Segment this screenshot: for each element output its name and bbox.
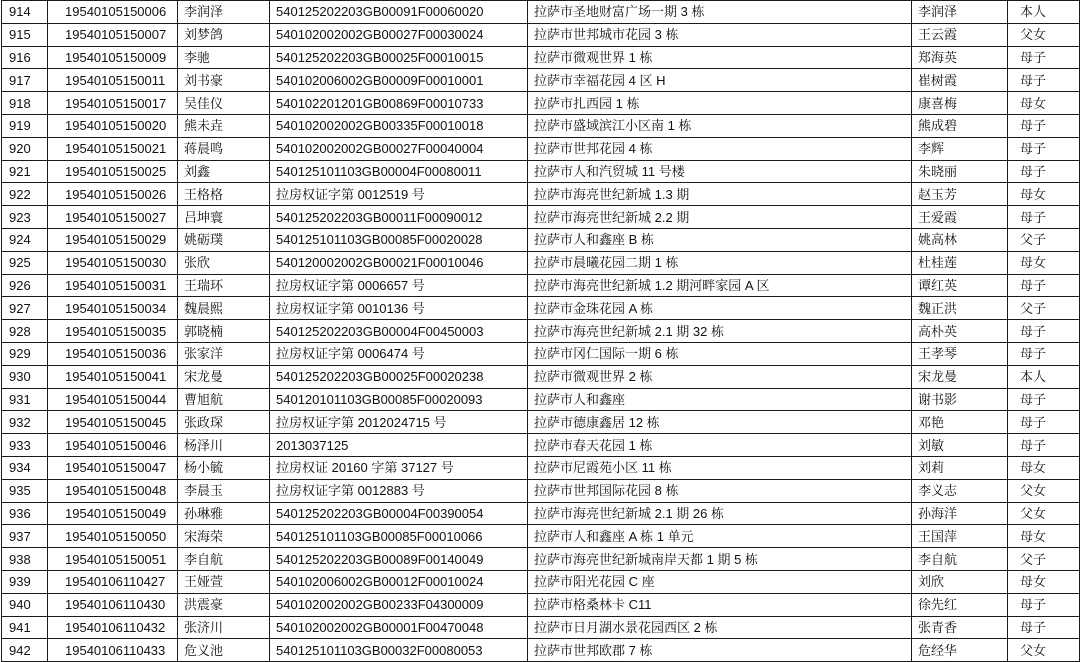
address-cell: 拉萨市人和汽贸城 11 号楼 <box>528 160 912 183</box>
table-row <box>2 228 1080 251</box>
student-id-cell: 19540105150020 <box>48 114 178 137</box>
row-number-cell: 934 <box>2 456 48 479</box>
table-row <box>2 525 1080 548</box>
relationship-cell: 母子 <box>1008 388 1080 411</box>
relationship-cell: 母子 <box>1008 411 1080 434</box>
student-name-cell: 熊未垚 <box>178 114 270 137</box>
property-cert-cell: 2013037125 <box>270 434 528 457</box>
table-row <box>2 434 1080 457</box>
row-number-cell: 942 <box>2 639 48 662</box>
table-row <box>2 456 1080 479</box>
student-name-cell: 张欣 <box>178 251 270 274</box>
table-row <box>2 570 1080 593</box>
relationship-cell: 母女 <box>1008 183 1080 206</box>
owner-name-cell: 谭红英 <box>912 274 1008 297</box>
owner-name-cell: 高朴英 <box>912 320 1008 343</box>
row-number-cell: 939 <box>2 570 48 593</box>
student-name-cell: 王娅萱 <box>178 570 270 593</box>
student-id-cell: 19540106110430 <box>48 593 178 616</box>
table-row <box>2 342 1080 365</box>
address-cell: 拉萨市尼霞苑小区 11 栋 <box>528 456 912 479</box>
student-id-cell: 19540105150045 <box>48 411 178 434</box>
student-name-cell: 郭晓楠 <box>178 320 270 343</box>
student-name-cell: 姚砺璞 <box>178 228 270 251</box>
address-cell: 拉萨市阳光花园 C 座 <box>528 570 912 593</box>
relationship-cell: 父女 <box>1008 23 1080 46</box>
student-id-cell: 19540105150007 <box>48 23 178 46</box>
address-cell: 拉萨市德康鑫居 12 栋 <box>528 411 912 434</box>
address-cell: 拉萨市晨曦花园二期 1 栋 <box>528 251 912 274</box>
table-row <box>2 206 1080 229</box>
owner-name-cell: 姚高林 <box>912 228 1008 251</box>
table-row <box>2 365 1080 388</box>
row-number-cell: 935 <box>2 479 48 502</box>
table-row <box>2 274 1080 297</box>
relationship-cell: 母子 <box>1008 320 1080 343</box>
owner-name-cell: 王国萍 <box>912 525 1008 548</box>
owner-name-cell: 刘敏 <box>912 434 1008 457</box>
owner-name-cell: 刘欣 <box>912 570 1008 593</box>
student-name-cell: 曹旭航 <box>178 388 270 411</box>
relationship-cell: 母子 <box>1008 114 1080 137</box>
property-cert-cell: 540125101103GB00085F00020028 <box>270 228 528 251</box>
address-cell: 拉萨市格桑林卡 C11 <box>528 593 912 616</box>
property-cert-cell: 540125202203GB00025F00020238 <box>270 365 528 388</box>
relationship-cell: 父子 <box>1008 297 1080 320</box>
property-cert-cell: 拉房权证字第 0012519 号 <box>270 183 528 206</box>
student-name-cell: 王瑞环 <box>178 274 270 297</box>
property-cert-cell: 540120101103GB00085F00020093 <box>270 388 528 411</box>
row-number-cell: 930 <box>2 365 48 388</box>
relationship-cell: 母子 <box>1008 206 1080 229</box>
student-name-cell: 李晨玉 <box>178 479 270 502</box>
owner-name-cell: 魏正洪 <box>912 297 1008 320</box>
row-number-cell: 928 <box>2 320 48 343</box>
property-cert-cell: 540125101103GB00085F00010066 <box>270 525 528 548</box>
address-cell: 拉萨市春天花园 1 栋 <box>528 434 912 457</box>
address-cell: 拉萨市人和鑫座 <box>528 388 912 411</box>
relationship-cell: 母女 <box>1008 570 1080 593</box>
table-row <box>2 388 1080 411</box>
student-name-cell: 宋龙曼 <box>178 365 270 388</box>
owner-name-cell: 李自航 <box>912 548 1008 571</box>
address-cell: 拉萨市金珠花园 A 栋 <box>528 297 912 320</box>
student-id-cell: 19540105150046 <box>48 434 178 457</box>
relationship-cell: 本人 <box>1008 1 1080 24</box>
row-number-cell: 919 <box>2 114 48 137</box>
student-id-cell: 19540105150027 <box>48 206 178 229</box>
owner-name-cell: 杜桂莲 <box>912 251 1008 274</box>
relationship-cell: 母女 <box>1008 525 1080 548</box>
address-cell: 拉萨市海亮世纪新城 1.3 期 <box>528 183 912 206</box>
address-cell: 拉萨市海亮世纪新城 2.2 期 <box>528 206 912 229</box>
address-cell: 拉萨市微观世界 1 栋 <box>528 46 912 69</box>
property-cert-cell: 540120002002GB00021F00010046 <box>270 251 528 274</box>
student-id-cell: 19540105150049 <box>48 502 178 525</box>
property-cert-cell: 540102002002GB00027F00040004 <box>270 137 528 160</box>
row-number-cell: 937 <box>2 525 48 548</box>
relationship-cell: 母子 <box>1008 160 1080 183</box>
student-id-cell: 19540105150036 <box>48 342 178 365</box>
address-cell: 拉萨市日月湖水景花园西区 2 栋 <box>528 616 912 639</box>
row-number-cell: 924 <box>2 228 48 251</box>
owner-name-cell: 熊成碧 <box>912 114 1008 137</box>
owner-name-cell: 李辉 <box>912 137 1008 160</box>
table-row <box>2 92 1080 115</box>
student-id-cell: 19540105150025 <box>48 160 178 183</box>
row-number-cell: 931 <box>2 388 48 411</box>
property-cert-cell: 拉房权证字第 0006474 号 <box>270 342 528 365</box>
student-name-cell: 张家洋 <box>178 342 270 365</box>
property-cert-cell: 540125202203GB00025F00010015 <box>270 46 528 69</box>
student-name-cell: 杨泽川 <box>178 434 270 457</box>
student-id-cell: 19540105150035 <box>48 320 178 343</box>
student-id-cell: 19540105150030 <box>48 251 178 274</box>
table-row <box>2 183 1080 206</box>
student-name-cell: 刘鑫 <box>178 160 270 183</box>
table-row <box>2 137 1080 160</box>
table-row <box>2 593 1080 616</box>
relationship-cell: 母子 <box>1008 137 1080 160</box>
student-id-cell: 19540105150011 <box>48 69 178 92</box>
student-name-cell: 洪震豪 <box>178 593 270 616</box>
owner-name-cell: 郑海英 <box>912 46 1008 69</box>
student-id-cell: 19540105150029 <box>48 228 178 251</box>
owner-name-cell: 徐先红 <box>912 593 1008 616</box>
student-id-cell: 19540106110432 <box>48 616 178 639</box>
address-cell: 拉萨市圣地财富广场一期 3 栋 <box>528 1 912 24</box>
relationship-cell: 母子 <box>1008 593 1080 616</box>
property-cert-cell: 540125202203GB00011F00090012 <box>270 206 528 229</box>
address-cell: 拉萨市盛域滨江小区南 1 栋 <box>528 114 912 137</box>
student-id-cell: 19540105150021 <box>48 137 178 160</box>
row-number-cell: 922 <box>2 183 48 206</box>
student-name-cell: 吕坤寰 <box>178 206 270 229</box>
student-name-cell: 刘梦鸽 <box>178 23 270 46</box>
property-cert-cell: 540125101103GB00032F00080053 <box>270 639 528 662</box>
property-cert-cell: 540102002002GB00335F00010018 <box>270 114 528 137</box>
student-id-cell: 19540106110427 <box>48 570 178 593</box>
table-row <box>2 297 1080 320</box>
relationship-cell: 母子 <box>1008 46 1080 69</box>
address-cell: 拉萨市海亮世纪新城 1.2 期河畔家园 A 区 <box>528 274 912 297</box>
property-cert-cell: 540125202203GB00089F00140049 <box>270 548 528 571</box>
table-row <box>2 639 1080 662</box>
table-row <box>2 160 1080 183</box>
row-number-cell: 920 <box>2 137 48 160</box>
address-cell: 拉萨市微观世界 2 栋 <box>528 365 912 388</box>
property-cert-cell: 拉房权证字第 0010136 号 <box>270 297 528 320</box>
student-id-cell: 19540105150034 <box>48 297 178 320</box>
student-id-cell: 19540105150017 <box>48 92 178 115</box>
owner-name-cell: 赵玉芳 <box>912 183 1008 206</box>
student-id-cell: 19540105150041 <box>48 365 178 388</box>
property-cert-cell: 540102006002GB00012F00010024 <box>270 570 528 593</box>
student-id-cell: 19540105150050 <box>48 525 178 548</box>
table-row <box>2 502 1080 525</box>
table-row <box>2 616 1080 639</box>
table-row <box>2 114 1080 137</box>
property-cert-cell: 540102002002GB00027F00030024 <box>270 23 528 46</box>
relationship-cell: 父子 <box>1008 228 1080 251</box>
owner-name-cell: 王孝琴 <box>912 342 1008 365</box>
owner-name-cell: 王云霞 <box>912 23 1008 46</box>
table-row <box>2 1 1080 24</box>
table-row <box>2 479 1080 502</box>
address-cell: 拉萨市冈仁国际一期 6 栋 <box>528 342 912 365</box>
property-cert-cell: 拉房权证字第 0012883 号 <box>270 479 528 502</box>
address-cell: 拉萨市幸福花园 4 区 H <box>528 69 912 92</box>
student-id-cell: 19540105150044 <box>48 388 178 411</box>
relationship-cell: 母子 <box>1008 69 1080 92</box>
table-body <box>2 1 1080 662</box>
owner-name-cell: 宋龙曼 <box>912 365 1008 388</box>
owner-name-cell: 朱晓丽 <box>912 160 1008 183</box>
row-number-cell: 941 <box>2 616 48 639</box>
row-number-cell: 914 <box>2 1 48 24</box>
relationship-cell: 本人 <box>1008 365 1080 388</box>
relationship-cell: 母子 <box>1008 616 1080 639</box>
student-id-cell: 19540105150026 <box>48 183 178 206</box>
row-number-cell: 938 <box>2 548 48 571</box>
student-id-cell: 19540105150031 <box>48 274 178 297</box>
relationship-cell: 母女 <box>1008 456 1080 479</box>
row-number-cell: 923 <box>2 206 48 229</box>
row-number-cell: 917 <box>2 69 48 92</box>
address-cell: 拉萨市世邦欧郡 7 栋 <box>528 639 912 662</box>
student-name-cell: 王格格 <box>178 183 270 206</box>
table-row <box>2 69 1080 92</box>
owner-name-cell: 崔树霞 <box>912 69 1008 92</box>
table-row <box>2 411 1080 434</box>
relationship-cell: 母女 <box>1008 92 1080 115</box>
owner-name-cell: 邓艳 <box>912 411 1008 434</box>
student-id-cell: 19540105150047 <box>48 456 178 479</box>
relationship-cell: 父女 <box>1008 639 1080 662</box>
property-cert-cell: 拉房权证字第 0006657 号 <box>270 274 528 297</box>
student-id-cell: 19540105150009 <box>48 46 178 69</box>
student-name-cell: 李自航 <box>178 548 270 571</box>
row-number-cell: 940 <box>2 593 48 616</box>
student-name-cell: 宋海荣 <box>178 525 270 548</box>
owner-name-cell: 孙海洋 <box>912 502 1008 525</box>
address-cell: 拉萨市海亮世纪新城南岸天都 1 期 5 栋 <box>528 548 912 571</box>
student-name-cell: 刘书豪 <box>178 69 270 92</box>
student-name-cell: 张政琛 <box>178 411 270 434</box>
address-cell: 拉萨市海亮世纪新城 2.1 期 26 栋 <box>528 502 912 525</box>
student-name-cell: 李润泽 <box>178 1 270 24</box>
owner-name-cell: 张青香 <box>912 616 1008 639</box>
property-cert-cell: 540125202203GB00091F00060020 <box>270 1 528 24</box>
row-number-cell: 921 <box>2 160 48 183</box>
row-number-cell: 918 <box>2 92 48 115</box>
row-number-cell: 936 <box>2 502 48 525</box>
table-row <box>2 320 1080 343</box>
relationship-cell: 父女 <box>1008 479 1080 502</box>
student-name-cell: 张济川 <box>178 616 270 639</box>
address-cell: 拉萨市世邦花园 4 栋 <box>528 137 912 160</box>
table-row <box>2 251 1080 274</box>
row-number-cell: 929 <box>2 342 48 365</box>
relationship-cell: 父子 <box>1008 548 1080 571</box>
student-name-cell: 孙琳雅 <box>178 502 270 525</box>
row-number-cell: 925 <box>2 251 48 274</box>
table-row <box>2 23 1080 46</box>
property-cert-cell: 540125202203GB00004F00390054 <box>270 502 528 525</box>
row-number-cell: 933 <box>2 434 48 457</box>
relationship-cell: 母子 <box>1008 342 1080 365</box>
owner-name-cell: 王爱霞 <box>912 206 1008 229</box>
relationship-cell: 母子 <box>1008 434 1080 457</box>
student-name-cell: 危义池 <box>178 639 270 662</box>
property-cert-cell: 540125101103GB00004F00080011 <box>270 160 528 183</box>
property-cert-cell: 拉房权证字第 2012024715 号 <box>270 411 528 434</box>
student-name-cell: 蒋晨鸣 <box>178 137 270 160</box>
row-number-cell: 926 <box>2 274 48 297</box>
row-number-cell: 916 <box>2 46 48 69</box>
owner-name-cell: 谢书影 <box>912 388 1008 411</box>
relationship-cell: 父女 <box>1008 502 1080 525</box>
relationship-cell: 母子 <box>1008 274 1080 297</box>
table-row <box>2 548 1080 571</box>
student-name-cell: 魏晨熙 <box>178 297 270 320</box>
property-cert-cell: 540102002002GB00233F04300009 <box>270 593 528 616</box>
student-id-cell: 19540105150006 <box>48 1 178 24</box>
student-id-cell: 19540106110433 <box>48 639 178 662</box>
property-cert-cell: 540125202203GB00004F00450003 <box>270 320 528 343</box>
student-id-cell: 19540105150051 <box>48 548 178 571</box>
student-name-cell: 杨小毓 <box>178 456 270 479</box>
property-cert-cell: 拉房权证 20160 字第 37127 号 <box>270 456 528 479</box>
owner-name-cell: 李义志 <box>912 479 1008 502</box>
address-cell: 拉萨市人和鑫座 B 栋 <box>528 228 912 251</box>
property-cert-cell: 540102201201GB00869F00010733 <box>270 92 528 115</box>
property-cert-cell: 540102002002GB00001F00470048 <box>270 616 528 639</box>
row-number-cell: 932 <box>2 411 48 434</box>
owner-name-cell: 刘莉 <box>912 456 1008 479</box>
owner-name-cell: 康喜梅 <box>912 92 1008 115</box>
address-cell: 拉萨市人和鑫座 A 栋 1 单元 <box>528 525 912 548</box>
relationship-cell: 母女 <box>1008 251 1080 274</box>
student-name-cell: 吴佳仪 <box>178 92 270 115</box>
row-number-cell: 927 <box>2 297 48 320</box>
table-row <box>2 46 1080 69</box>
address-cell: 拉萨市世邦国际花园 8 栋 <box>528 479 912 502</box>
registration-table <box>1 0 1080 662</box>
owner-name-cell: 李润泽 <box>912 1 1008 24</box>
address-cell: 拉萨市世邦城市花园 3 栋 <box>528 23 912 46</box>
row-number-cell: 915 <box>2 23 48 46</box>
address-cell: 拉萨市海亮世纪新城 2.1 期 32 栋 <box>528 320 912 343</box>
student-name-cell: 李驰 <box>178 46 270 69</box>
property-cert-cell: 540102006002GB00009F00010001 <box>270 69 528 92</box>
owner-name-cell: 危经华 <box>912 639 1008 662</box>
address-cell: 拉萨市扎西园 1 栋 <box>528 92 912 115</box>
student-id-cell: 19540105150048 <box>48 479 178 502</box>
